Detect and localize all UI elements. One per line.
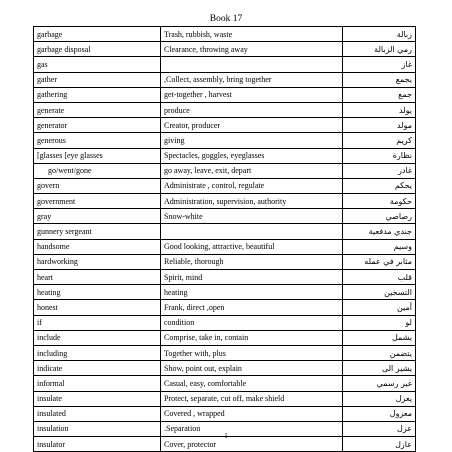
table-row — [34, 391, 416, 406]
table-row — [34, 102, 416, 117]
table-row — [34, 148, 416, 163]
arabic-translation-cell: عزل — [343, 421, 416, 436]
arabic-translation-cell: جندي مدفعية — [343, 224, 416, 239]
definition-cell: Spectacles, goggles, eyeglasses — [161, 148, 343, 163]
english-word-cell: informal — [34, 376, 161, 391]
definition-cell: Casual, easy, comfortable — [161, 376, 343, 391]
arabic-translation-cell: معزول — [343, 406, 416, 421]
arabic-translation-cell: يشير الى — [343, 361, 416, 376]
vocabulary-table — [33, 26, 416, 452]
vocabulary-table-body — [34, 27, 416, 452]
definition-cell: Cover, protector — [161, 437, 343, 452]
definition-cell: Snow-white — [161, 209, 343, 224]
arabic-translation-cell: لو — [343, 315, 416, 330]
definition-cell: Administrate , control, regulate — [161, 178, 343, 193]
table-row — [34, 118, 416, 133]
english-word-cell: government — [34, 194, 161, 209]
arabic-translation-cell: كريم — [343, 133, 416, 148]
english-word-cell: heating — [34, 285, 161, 300]
table-row — [34, 361, 416, 376]
table-row — [34, 406, 416, 421]
definition-cell: produce — [161, 102, 343, 117]
definition-cell: Administration, supervision, authority — [161, 194, 343, 209]
definition-cell — [161, 57, 343, 72]
arabic-translation-cell: وسيم — [343, 239, 416, 254]
english-word-cell: include — [34, 330, 161, 345]
english-word-cell: gather — [34, 72, 161, 87]
definition-cell: go away, leave, exit, depart — [161, 163, 343, 178]
table-row — [34, 330, 416, 345]
arabic-translation-cell: قلب — [343, 270, 416, 285]
arabic-translation-cell: حكومة — [343, 194, 416, 209]
arabic-translation-cell: رصاصي — [343, 209, 416, 224]
definition-cell: ,Collect, assembly, bring together — [161, 72, 343, 87]
english-word-cell: govern — [34, 178, 161, 193]
english-word-cell: generous — [34, 133, 161, 148]
english-word-cell: gray — [34, 209, 161, 224]
definition-cell: condition — [161, 315, 343, 330]
english-word-cell: generate — [34, 102, 161, 117]
definition-cell: Trash, rubbish, waste — [161, 27, 343, 42]
table-row — [34, 178, 416, 193]
arabic-translation-cell: نظارة — [343, 148, 416, 163]
table-row — [34, 194, 416, 209]
english-word-cell: including — [34, 345, 161, 360]
arabic-translation-cell: يجمع — [343, 72, 416, 87]
english-word-cell: generator — [34, 118, 161, 133]
arabic-translation-cell: يعزل — [343, 391, 416, 406]
definition-cell: heating — [161, 285, 343, 300]
definition-cell: Spirit, mind — [161, 270, 343, 285]
english-word-cell: gas — [34, 57, 161, 72]
english-word-cell: heart — [34, 270, 161, 285]
english-word-cell: gunnery sergeant — [34, 224, 161, 239]
definition-cell — [161, 224, 343, 239]
definition-cell: Frank, direct ,open — [161, 300, 343, 315]
definition-cell: Clearance, throwing away — [161, 42, 343, 57]
arabic-translation-cell: جمع — [343, 87, 416, 102]
definition-cell: Good looking, attractive, beautiful — [161, 239, 343, 254]
arabic-translation-cell: مولد — [343, 118, 416, 133]
definition-cell: Protect, separate, cut off, make shield — [161, 391, 343, 406]
definition-cell: Reliable, thorough — [161, 254, 343, 269]
english-word-cell: garbage — [34, 27, 161, 42]
english-word-cell: [glasses [eye glasses — [34, 148, 161, 163]
table-row — [34, 315, 416, 330]
table-row — [34, 133, 416, 148]
table-row — [34, 239, 416, 254]
definition-cell: Show, point out, explain — [161, 361, 343, 376]
arabic-translation-cell: زبالة — [343, 27, 416, 42]
table-row — [34, 42, 416, 57]
arabic-translation-cell: يولد — [343, 102, 416, 117]
english-word-cell: insulate — [34, 391, 161, 406]
english-word-cell: go/went/gone — [34, 163, 161, 178]
arabic-translation-cell: غير رسمي — [343, 376, 416, 391]
table-row — [34, 209, 416, 224]
english-word-cell: gathering — [34, 87, 161, 102]
definition-cell: Together with, plus — [161, 345, 343, 360]
definition-cell: Creator, producer — [161, 118, 343, 133]
arabic-translation-cell: التسخين — [343, 285, 416, 300]
arabic-translation-cell: مثابر في عمله — [343, 254, 416, 269]
arabic-translation-cell: يتضمن — [343, 345, 416, 360]
page-number: 1 — [224, 432, 228, 440]
english-word-cell: indicate — [34, 361, 161, 376]
table-row — [34, 285, 416, 300]
table-row — [34, 57, 416, 72]
english-word-cell: garbage disposal — [34, 42, 161, 57]
english-word-cell: hardworking — [34, 254, 161, 269]
definition-cell: .Separation — [161, 421, 343, 436]
table-row — [34, 224, 416, 239]
english-word-cell: insulation — [34, 421, 161, 436]
definition-cell: giving — [161, 133, 343, 148]
english-word-cell: insulator — [34, 437, 161, 452]
english-word-cell: if — [34, 315, 161, 330]
table-row — [34, 376, 416, 391]
table-row — [34, 72, 416, 87]
table-row — [34, 27, 416, 42]
arabic-translation-cell: غادر — [343, 163, 416, 178]
table-row — [34, 254, 416, 269]
arabic-translation-cell: أمين — [343, 300, 416, 315]
table-row — [34, 300, 416, 315]
definition-cell: Comprise, take in, contain — [161, 330, 343, 345]
book-title: Book 17 — [209, 14, 243, 24]
arabic-translation-cell: غاز — [343, 57, 416, 72]
table-row — [34, 270, 416, 285]
english-word-cell: honest — [34, 300, 161, 315]
english-word-cell: insulated — [34, 406, 161, 421]
table-row — [34, 163, 416, 178]
definition-cell: get-together , harvest — [161, 87, 343, 102]
english-word-cell: handsome — [34, 239, 161, 254]
arabic-translation-cell: رمي الزبالة — [343, 42, 416, 57]
arabic-translation-cell: عازل — [343, 437, 416, 452]
table-row — [34, 87, 416, 102]
table-row — [34, 345, 416, 360]
arabic-translation-cell: يحكم — [343, 178, 416, 193]
arabic-translation-cell: يشمل — [343, 330, 416, 345]
definition-cell: Covered , wrapped — [161, 406, 343, 421]
